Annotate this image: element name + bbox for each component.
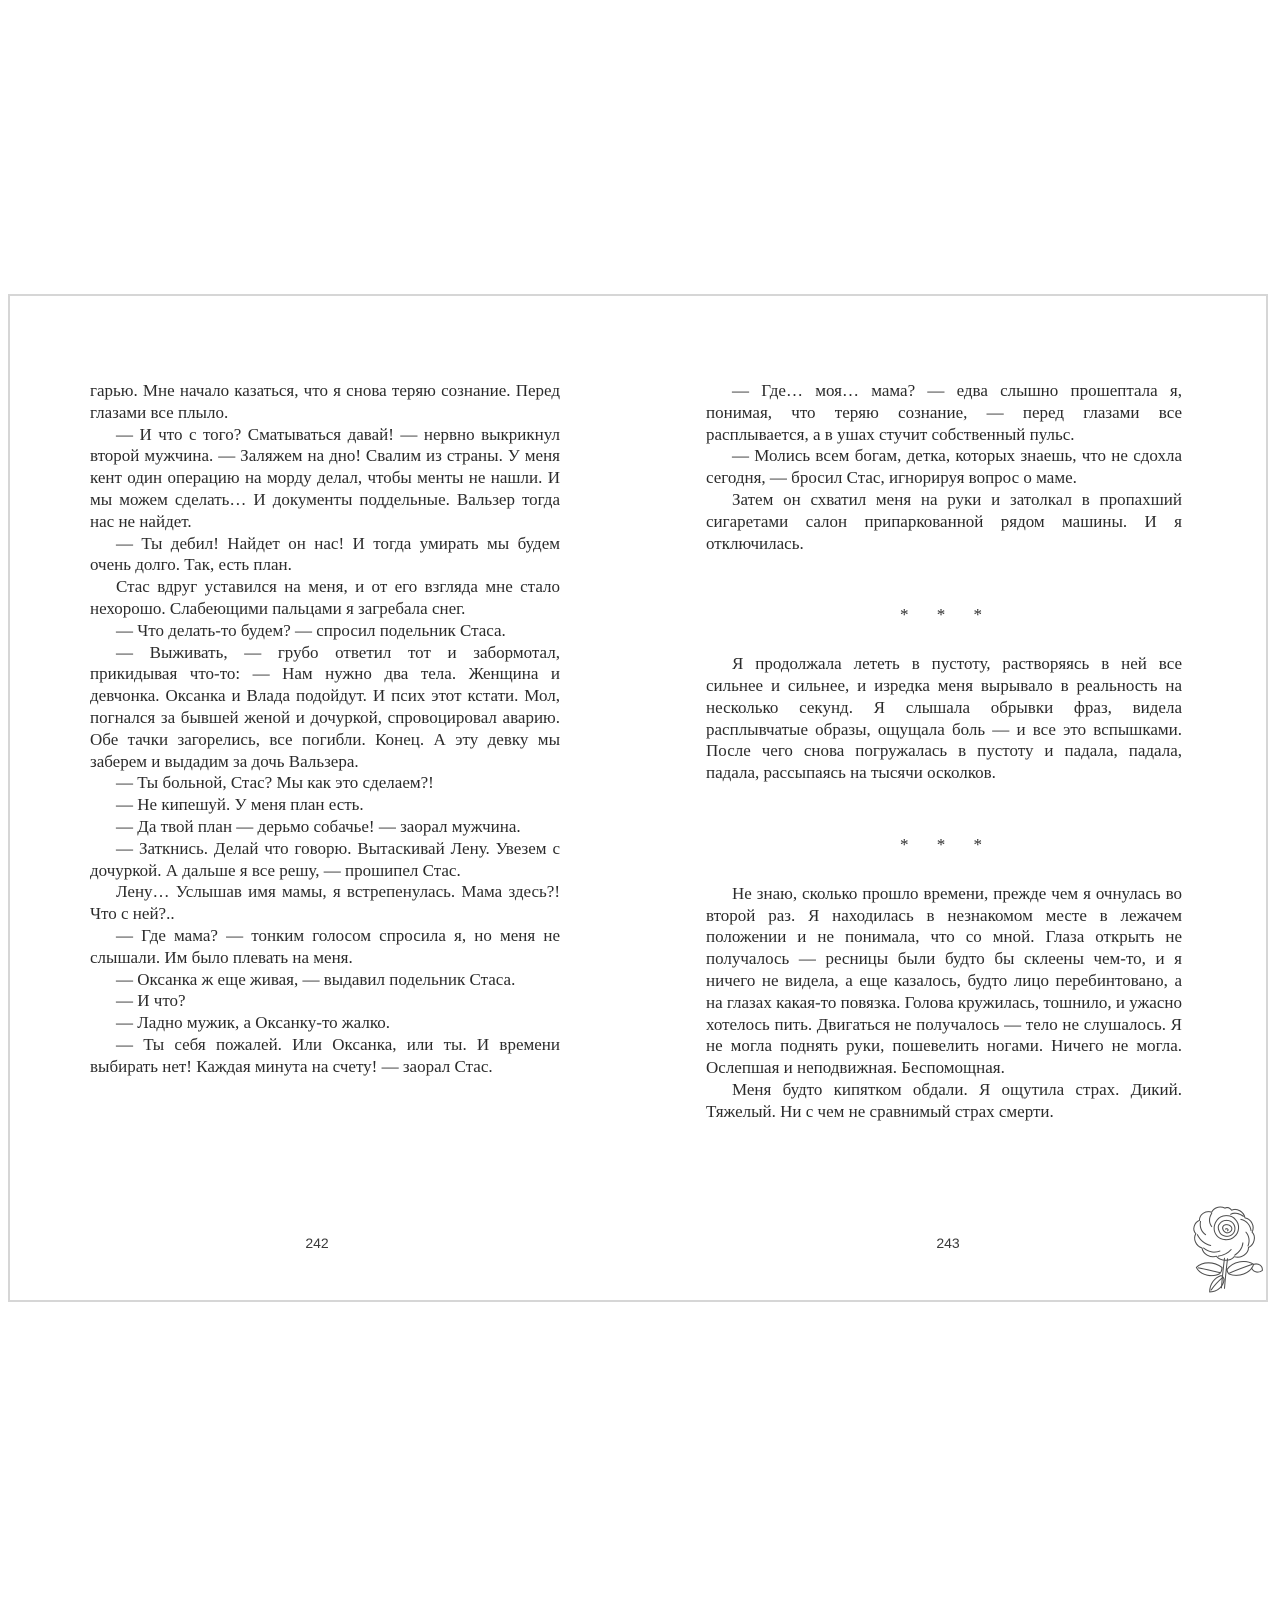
paragraph: — Где мама? — тонким голосом спросила я, но меня не слышали. Им было плевать на меня. [90, 925, 560, 967]
section-separator: * * * [900, 834, 994, 854]
page-right-text-column [706, 380, 1182, 1123]
paragraph: гарью. Мне начало казаться, что я снова теряю сознание. Перед глазами все плыло. [90, 381, 560, 422]
rose-icon [1186, 1202, 1264, 1294]
paragraph: — Да твой план — дерьмо собачье! — заорал мужчина. [116, 816, 521, 836]
paragraph: — И что? [116, 991, 186, 1011]
paragraph: — Что делать-то будем? — спросил подельник Стаса. [116, 620, 506, 640]
paragraph: — Выживать, — грубо ответил тот и забормотал, прикидывая что-то: — Нам нужно два тела. Женщина и девчонка. Оксанка и Влада подойдут. И псих этот кстати. Мол, погнался за бывшей женой и дочуркой, спровоцировал аварию. Обе тачки загорелись, все погибли. Конец. А эту девку мы заберем и выдадим за дочь Вальзера. [90, 642, 560, 771]
paragraph: Лену… Услышав имя мамы, я встрепенулась. Мама здесь?! Что с ней?.. [90, 882, 560, 924]
paragraph: — Молись всем богам, детка, которых знаешь, что не сдохла сегодня, — бросил Стас, игнорируя вопрос о маме. [706, 446, 1182, 488]
paragraph: — Не кипешуй. У меня план есть. [116, 795, 364, 815]
paragraph: — Оксанка ж еще живая, — выдавил подельник Стаса. [116, 969, 516, 989]
paragraph: Не знаю, сколько прошло времени, прежде чем я очнулась во второй раз. Я находилась в незнакомом месте в лежачем положении и не понимала, что со мной. Глаза открыть не получалось — ресницы были будто бы склеены чем-то, и я ничего не видела, а еще казалось, будто лицо перебинтовано, а на глазах какая-то повязка. Голова кружилась, тошнило, и ужасно хотелось пить. Двигаться не получалось — тело не слушалось. Я не могла поднять руки, пошевелить ногами. Ничего не могла. Ослепшая и неподвижная. Беспомощная. [706, 883, 1182, 1078]
page-number-right: 243 [936, 1235, 960, 1251]
paragraph: Я продолжала лететь в пустоту, растворяясь в ней все сильнее и сильнее, и изредка меня вырывало в реальность на несколько секунд. Я слышала обрывки фраз, видела расплывчатые образы, ощущала боль — и все это вспышками. После чего снова погружалась в пустоту и падала, падала, падала, рассыпаясь на тысячи осколков. [706, 654, 1182, 783]
paragraph: — Ты себя пожалей. Или Оксанка, или ты. И времени выбирать нет! Каждая минута на счету! — заорал Стас. [90, 1034, 560, 1076]
paragraph: — Заткнись. Делай что говорю. Вытаскивай Лену. Увезем с дочуркой. А дальше я все решу, — прошипел Стас. [90, 838, 560, 880]
paragraph: — Ладно мужик, а Оксанку-то жалко. [116, 1013, 390, 1033]
paragraph: — Ты дебил! Найдет он нас! И тогда умирать мы будем очень долго. Так, есть план. [90, 533, 560, 575]
paragraph: — Где… моя… мама? — едва слышно прошептала я, понимая, что теряю сознание, — перед глазами все расплывается, а в ушах стучит собственный пульс. [706, 381, 1182, 444]
page-number-left: 242 [305, 1235, 329, 1251]
section-separator: * * * [900, 605, 994, 625]
book-spread [8, 294, 1268, 1302]
paragraph: — И что с того? Сматываться давай! — нервно выкрикнул второй мужчина. — Заляжем на дно! Свалим из страны. У меня кент один операцию на морду делал, чтобы менты не нашли. И мы можем сделать… И документы поддельные. Вальзер тогда нас не найдет. [90, 424, 560, 531]
paragraph: Меня будто кипятком обдали. Я ощутила страх. Дикий. Тяжелый. Ни с чем не сравнимый страх смерти. [706, 1079, 1182, 1121]
paragraph: Затем он схватил меня на руки и затолкал в пропахший сигаретами салон припаркованной рядом машины. И я отключилась. [706, 489, 1182, 553]
paragraph: Стас вдруг уставился на меня, и от его взгляда мне стало нехорошо. Слабеющими пальцами я загребала снег. [90, 577, 560, 618]
page-left-text-column [90, 380, 560, 1078]
paragraph: — Ты больной, Стас? Мы как это сделаем?! [116, 773, 434, 793]
